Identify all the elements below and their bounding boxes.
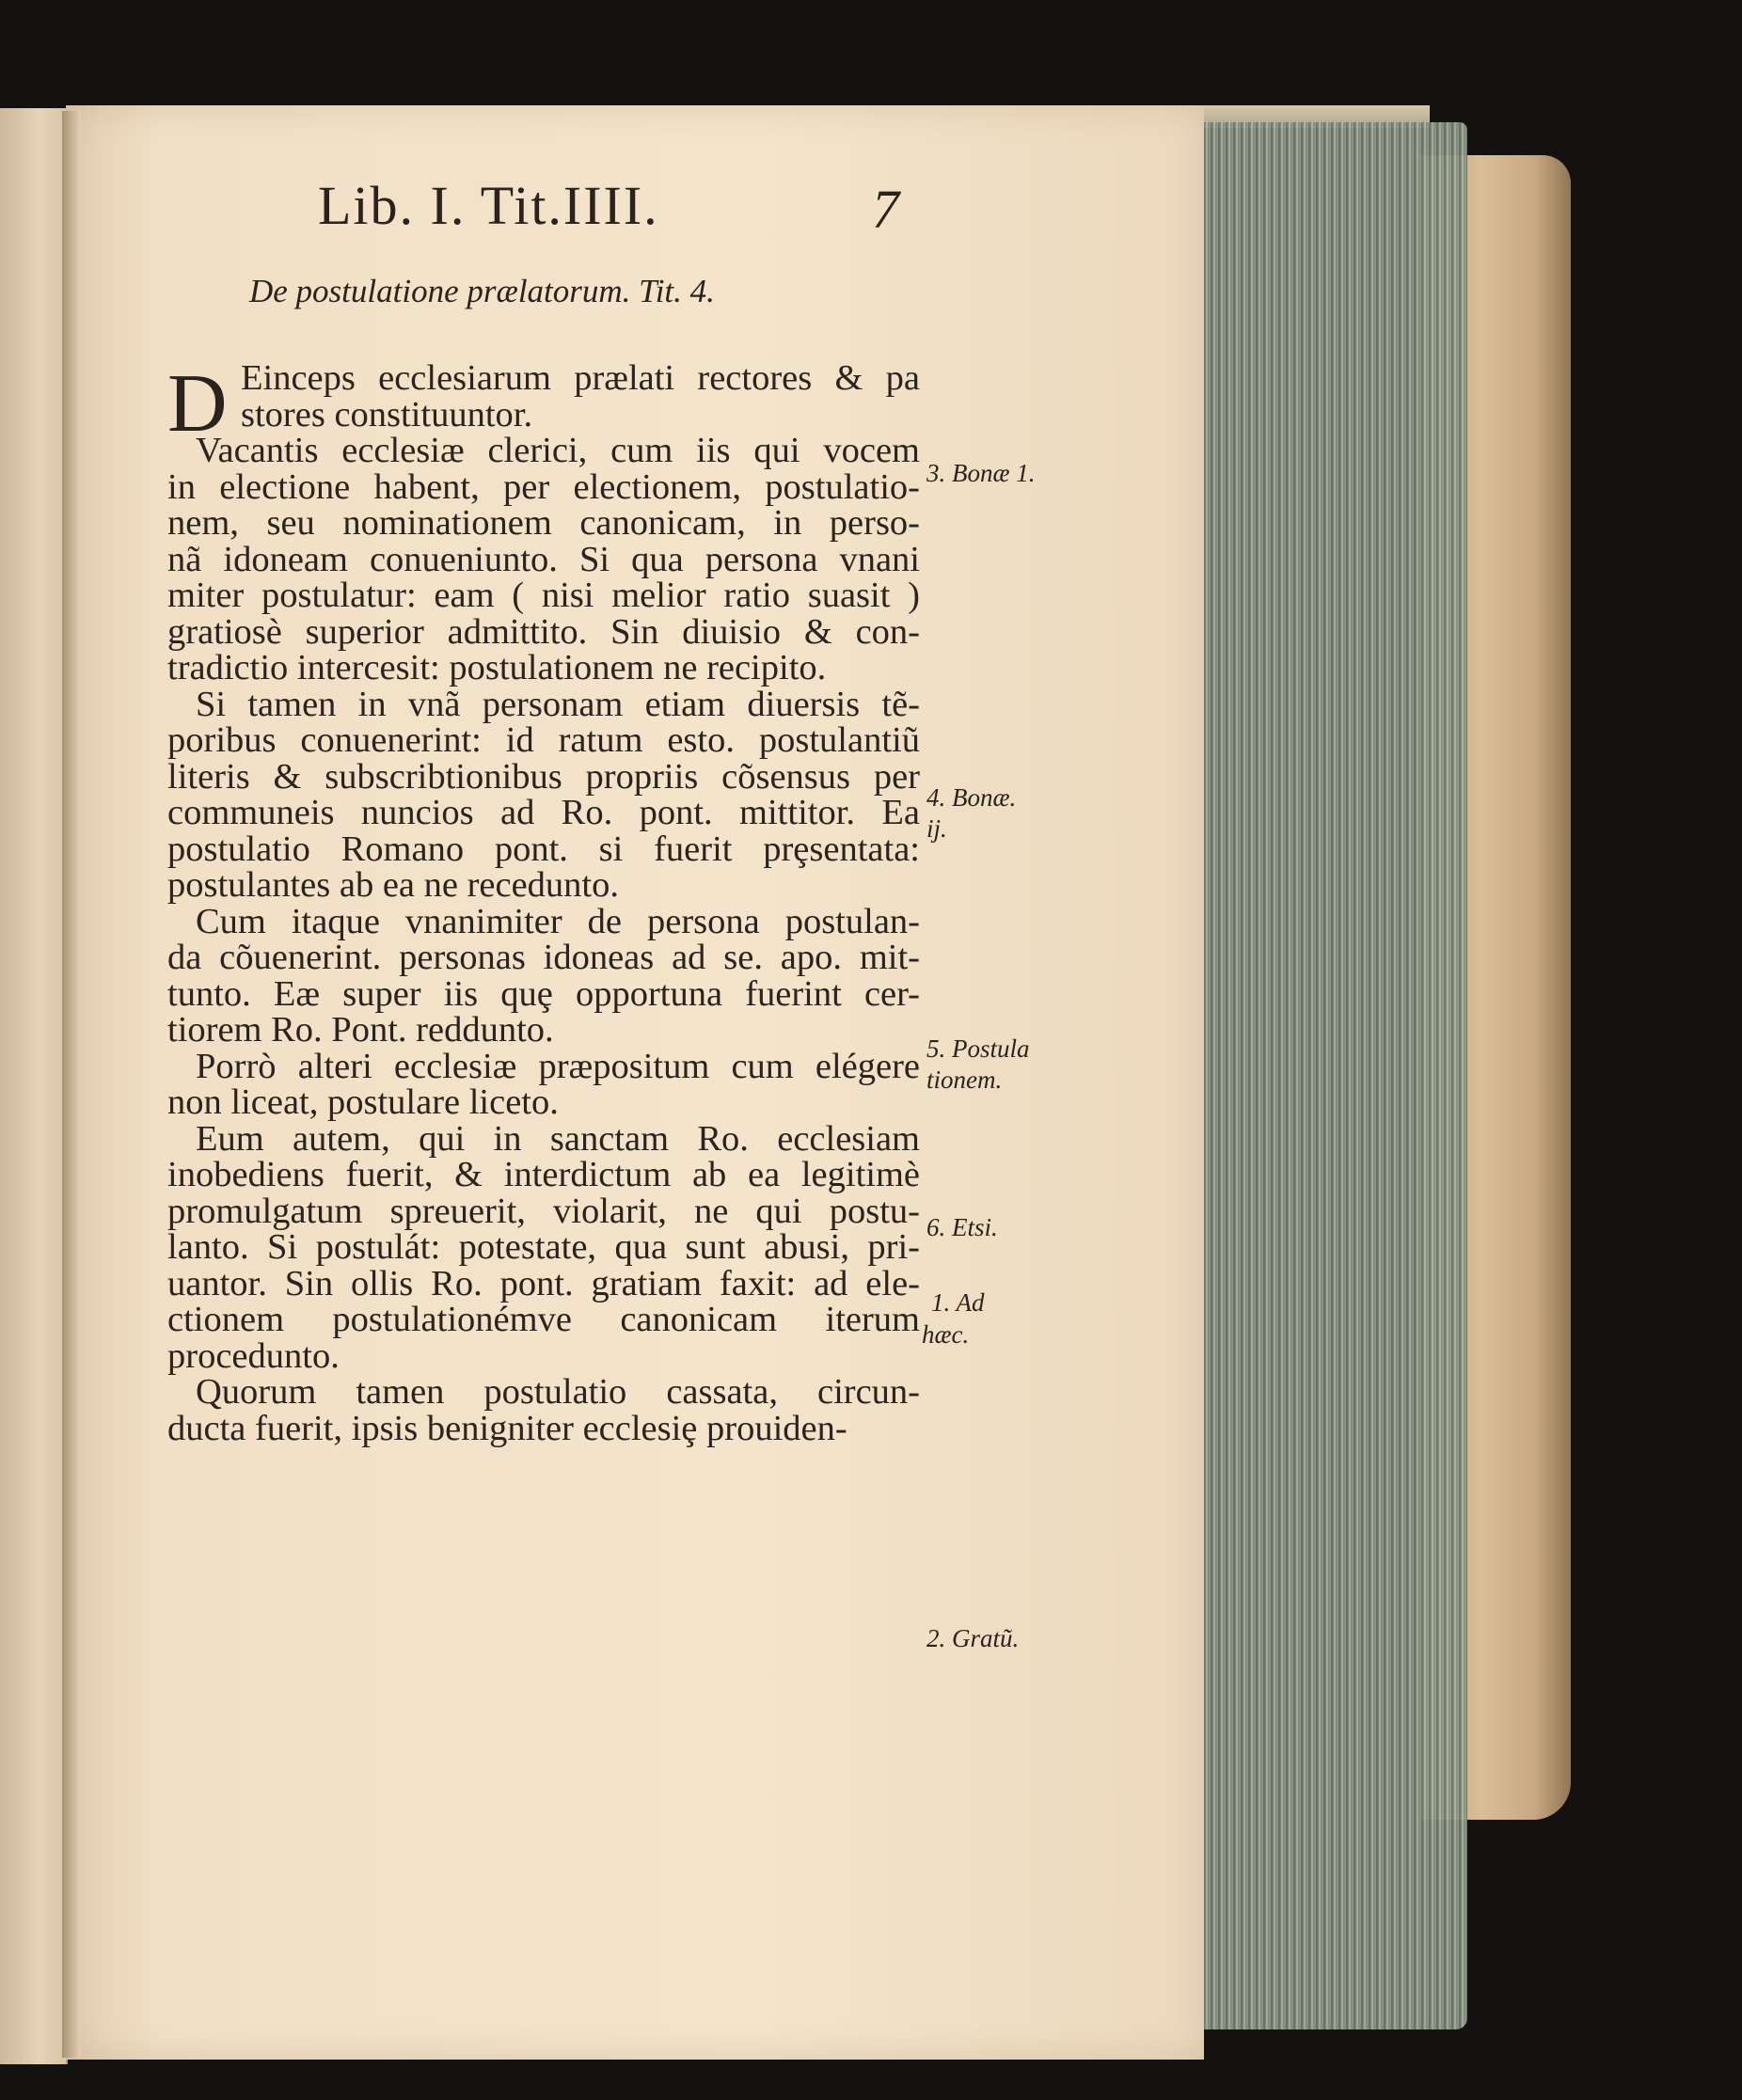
book-gutter — [62, 111, 81, 2058]
text-line: Einceps ecclesiarum prælati rectores & pa — [241, 358, 920, 398]
text-line: nem, seu nominationem canonicam, in perso- — [167, 503, 920, 543]
text-line: procedunto. — [167, 1335, 340, 1376]
running-title: Lib. I. Tit.IIII. — [318, 175, 659, 236]
text-line: tiorem Ro. Pont. reddunto. — [167, 1010, 554, 1050]
text-line: tunto. Eæ super iis quȩ opportuna fuerint cer- — [167, 973, 920, 1014]
text-line: non liceat, postulare liceto. — [167, 1082, 559, 1122]
text-line: literis & subscribtionibus propriis cõsensus per — [167, 756, 920, 797]
text-line: Si tamen in vnã personam etiam diuersis tẽ- — [196, 684, 920, 724]
text-line: Eum autem, qui in sanctam Ro. ecclesiam — [196, 1118, 920, 1159]
text-line: miter postulatur: eam ( nisi melior ratio suasit ) — [167, 576, 920, 615]
marginal-note: 5. Postula — [926, 1034, 1030, 1063]
marginal-note: tionem. — [926, 1066, 1003, 1094]
page-fore-edge — [1204, 122, 1467, 2029]
marginal-note: ij. — [926, 814, 947, 843]
marginal-note: 2. Gratũ. — [926, 1624, 1020, 1652]
drop-initial: D — [167, 358, 228, 450]
text-line: gratiosè superior admittito. Sin diuisio & con- — [167, 611, 920, 652]
marginal-note: hæc. — [922, 1320, 970, 1349]
text-line: Porrò alteri ecclesiæ præpositum cum elégere — [196, 1046, 920, 1086]
text-line: da cõuenerint. personas idoneas ad se. apo. mit- — [167, 938, 920, 977]
marginal-note: 1. Ad — [931, 1288, 985, 1317]
text-line: poribus conuenerint: id ratum esto. postulantiũ — [167, 720, 920, 760]
text-line: postulantes ab ea ne recedunto. — [167, 865, 619, 905]
marginal-note: 6. Etsi. — [926, 1213, 998, 1241]
text-line: ctionem postulationémve canonicam iterum — [167, 1300, 920, 1339]
text-line: communeis nuncios ad Ro. pont. mittitor. Ea — [167, 793, 920, 832]
text-line: uantor. Sin ollis Ro. pont. gratiam faxit: ad ele- — [167, 1263, 920, 1303]
text-line: ducta fuerit, ipsis benigniter ecclesiȩ prouiden- — [167, 1408, 847, 1448]
text-line: lanto. Si postulát: potestate, qua sunt abusi, pri- — [167, 1227, 920, 1267]
section-title: De postulatione prælatorum. Tit. 4. — [249, 273, 715, 309]
marginal-note: 4. Bonæ. — [926, 783, 1017, 812]
text-line: Cum itaque vnanimiter de persona postulan- — [196, 901, 920, 941]
text-line: nã idoneam conueniunto. Si qua persona vnani — [167, 539, 920, 579]
text-line: promulgatum spreuerit, violarit, ne qui postu- — [167, 1191, 920, 1231]
text-line: inobediens fuerit, & interdictum ab ea legitimè — [167, 1155, 920, 1194]
marginal-note: 3. Bonæ 1. — [926, 459, 1036, 487]
text-line: tradictio intercesit: postulationem ne recipito. — [167, 648, 827, 687]
body-text — [167, 360, 920, 1446]
text-line: Quorum tamen postulatio cassata, circun- — [196, 1372, 920, 1412]
folio-number: 7 — [872, 179, 901, 240]
text-line: stores constituuntor. — [241, 394, 533, 434]
text-line: Vacantis ecclesiæ clerici, cum iis qui vocem — [196, 431, 920, 470]
page-header — [318, 174, 901, 249]
facing-page-edge — [0, 108, 68, 2064]
text-line: postulatio Romano pont. si fuerit prȩsentata: — [167, 829, 920, 869]
text-line: in electione habent, per electionem, postulatio- — [167, 466, 920, 507]
